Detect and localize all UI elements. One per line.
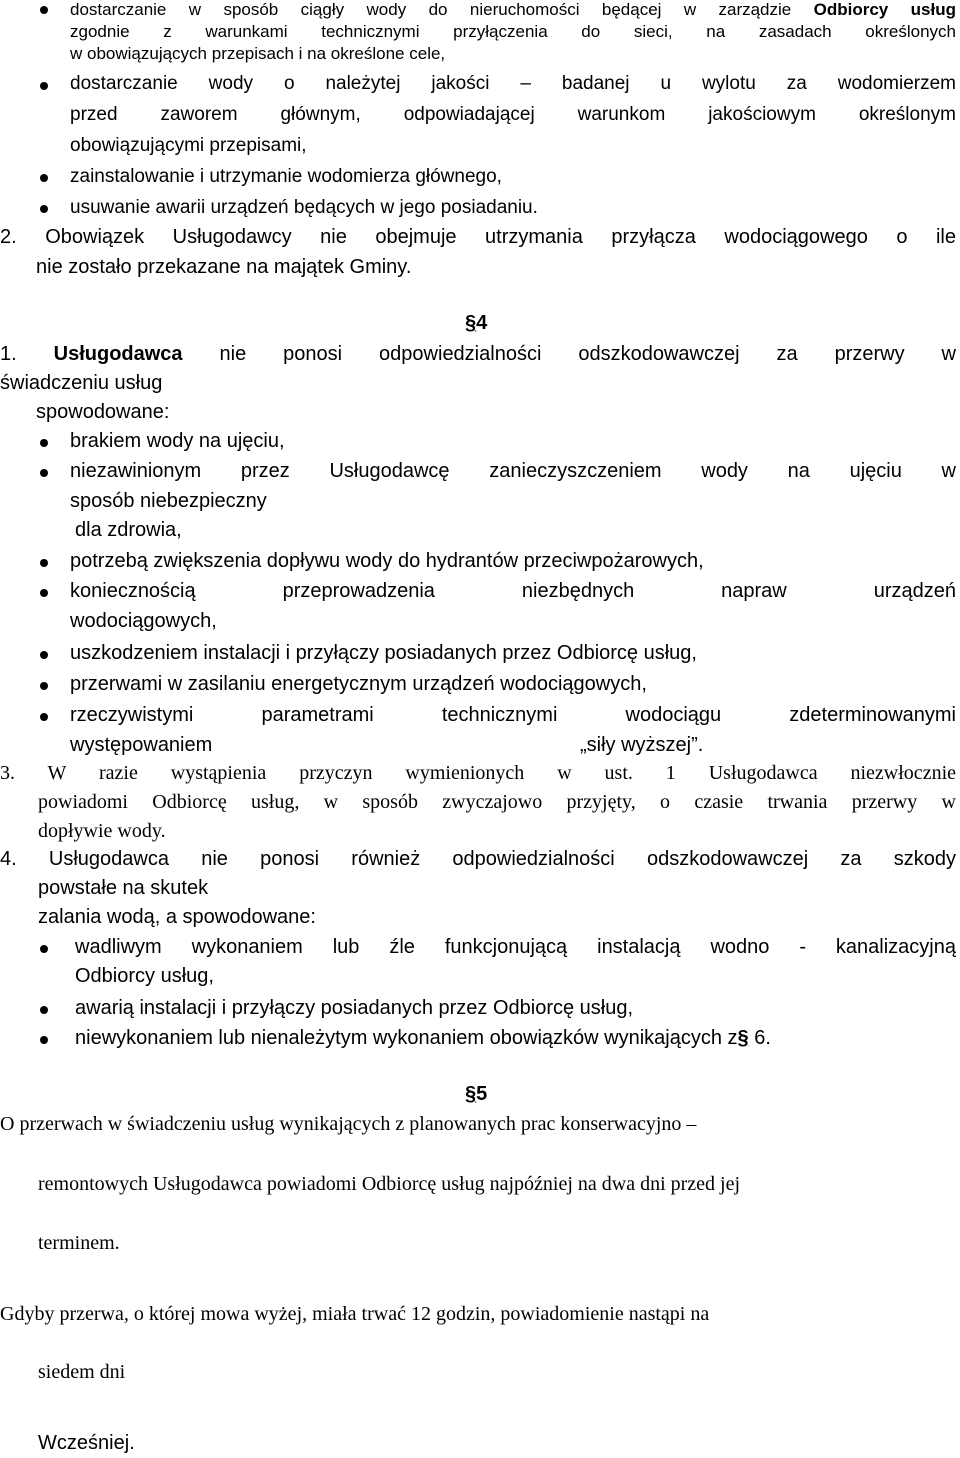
text-line: remontowych Usługodawca powiadomi Odbiorcę usług najpóźniej na dwa dni przed jej	[38, 1173, 741, 1195]
text-line: O przerwach w świadczeniu usług wynikających z planowanych prac konserwacyjno –	[0, 1113, 697, 1135]
text-line: niezawinionym przez Usługodawcę zanieczyszczeniem wody na ujęciu w	[70, 460, 956, 482]
bullet	[40, 682, 48, 690]
bullet	[40, 174, 48, 182]
bullet	[40, 1036, 48, 1044]
text-line: nie zostało przekazane na majątek Gminy.	[36, 256, 412, 278]
text-line: rzeczywistymi parametrami technicznymi wodociągu zdeterminowanymi	[70, 704, 956, 726]
text-line: powstałe na skutek	[38, 877, 209, 899]
text-line: 4. Usługodawca nie ponosi również odpowiedzialności odszkodowawczej za szkody	[0, 848, 956, 870]
text-line: 3. W razie wystąpienia przyczyn wymienionych w ust. 1 Usługodawca niezwłocznie	[0, 762, 956, 784]
text-line: dla zdrowia,	[75, 519, 182, 541]
bullet	[40, 469, 48, 477]
text-line: Gdyby przerwa, o której mowa wyżej, miała trwać 12 godzin, powiadomienie nastąpi na	[0, 1303, 710, 1325]
bullet	[40, 713, 48, 721]
text-line: „siły wyższej”.	[580, 734, 704, 756]
text-line: zalania wodą, a spowodowane:	[38, 906, 316, 928]
text-line: uszkodzeniem instalacji i przyłączy posiadanych przez Odbiorcę usług,	[70, 642, 697, 664]
text-line: obowiązującymi przepisami,	[70, 135, 307, 156]
text-line: dopływie wody.	[38, 820, 166, 842]
text-line: przed zaworem głównym, odpowiadającej warunkom jakościowym określonym	[70, 104, 956, 125]
text-line: dostarczanie wody o należytej jakości – badanej u wylotu za wodomierzem	[70, 73, 956, 94]
text-line: dostarczanie w sposób ciągły wody do nieruchomości będącej w zarządzie Odbiorcy usług	[70, 0, 956, 19]
bullet	[40, 651, 48, 659]
text-line: niewykonaniem lub nienależytym wykonaniem obowiązków wynikających z§ 6.	[75, 1027, 771, 1049]
text-line: koniecznością przeprowadzenia niezbędnych napraw urządzeń	[70, 580, 956, 602]
text-line: zainstalowanie i utrzymanie wodomierza głównego,	[70, 166, 502, 187]
text-line: Odbiorcy usług,	[75, 965, 214, 987]
text-line: wadliwym wykonaniem lub źle funkcjonującą instalacją wodno - kanalizacyjną	[75, 936, 956, 958]
text-line: powiadomi Odbiorcę usług, w sposób zwyczajowo przyjęty, o czasie trwania przerwy w	[38, 791, 956, 813]
text-line: zgodnie z warunkami technicznymi przyłączenia do sieci, na zasadach określonych	[70, 22, 956, 41]
section-heading: §5	[465, 1083, 488, 1105]
text-line: w obowiązujących przepisach i na określone cele,	[70, 44, 446, 63]
text-line: 2. Obowiązek Usługodawcy nie obejmuje utrzymania przyłącza wodociągowego o ile	[0, 226, 956, 248]
text-line: 1. Usługodawca nie ponosi odpowiedzialności odszkodowawczej za przerwy w	[0, 343, 956, 365]
text-line: świadczeniu usług	[0, 372, 163, 394]
bullet	[40, 205, 48, 213]
text-line: sposób niebezpieczny	[70, 490, 267, 512]
text-line: przerwami w zasilaniu energetycznym urządzeń wodociągowych,	[70, 673, 647, 695]
bullet	[40, 439, 48, 447]
text-line: terminem.	[38, 1232, 120, 1254]
text-line: brakiem wody na ujęciu,	[70, 430, 285, 452]
text-line: siedem dni	[38, 1361, 126, 1383]
text-line: wodociągowych,	[70, 610, 217, 632]
text-line: spowodowane:	[36, 401, 170, 423]
text-line: usuwanie awarii urządzeń będących w jego posiadaniu.	[70, 197, 538, 218]
text-line: potrzebą zwiększenia dopływu wody do hydrantów przeciwpożarowych,	[70, 550, 704, 572]
bullet	[40, 945, 48, 953]
bullet	[40, 1006, 48, 1014]
text-line: awarią instalacji i przyłączy posiadanych przez Odbiorcę usług,	[75, 997, 634, 1019]
section-heading: §4	[465, 312, 488, 334]
bullet	[40, 6, 48, 14]
bullet	[40, 589, 48, 597]
bullet	[40, 82, 48, 90]
bullet	[40, 559, 48, 567]
text-line: Wcześniej.	[38, 1432, 135, 1454]
text-line: występowaniem	[70, 734, 213, 756]
